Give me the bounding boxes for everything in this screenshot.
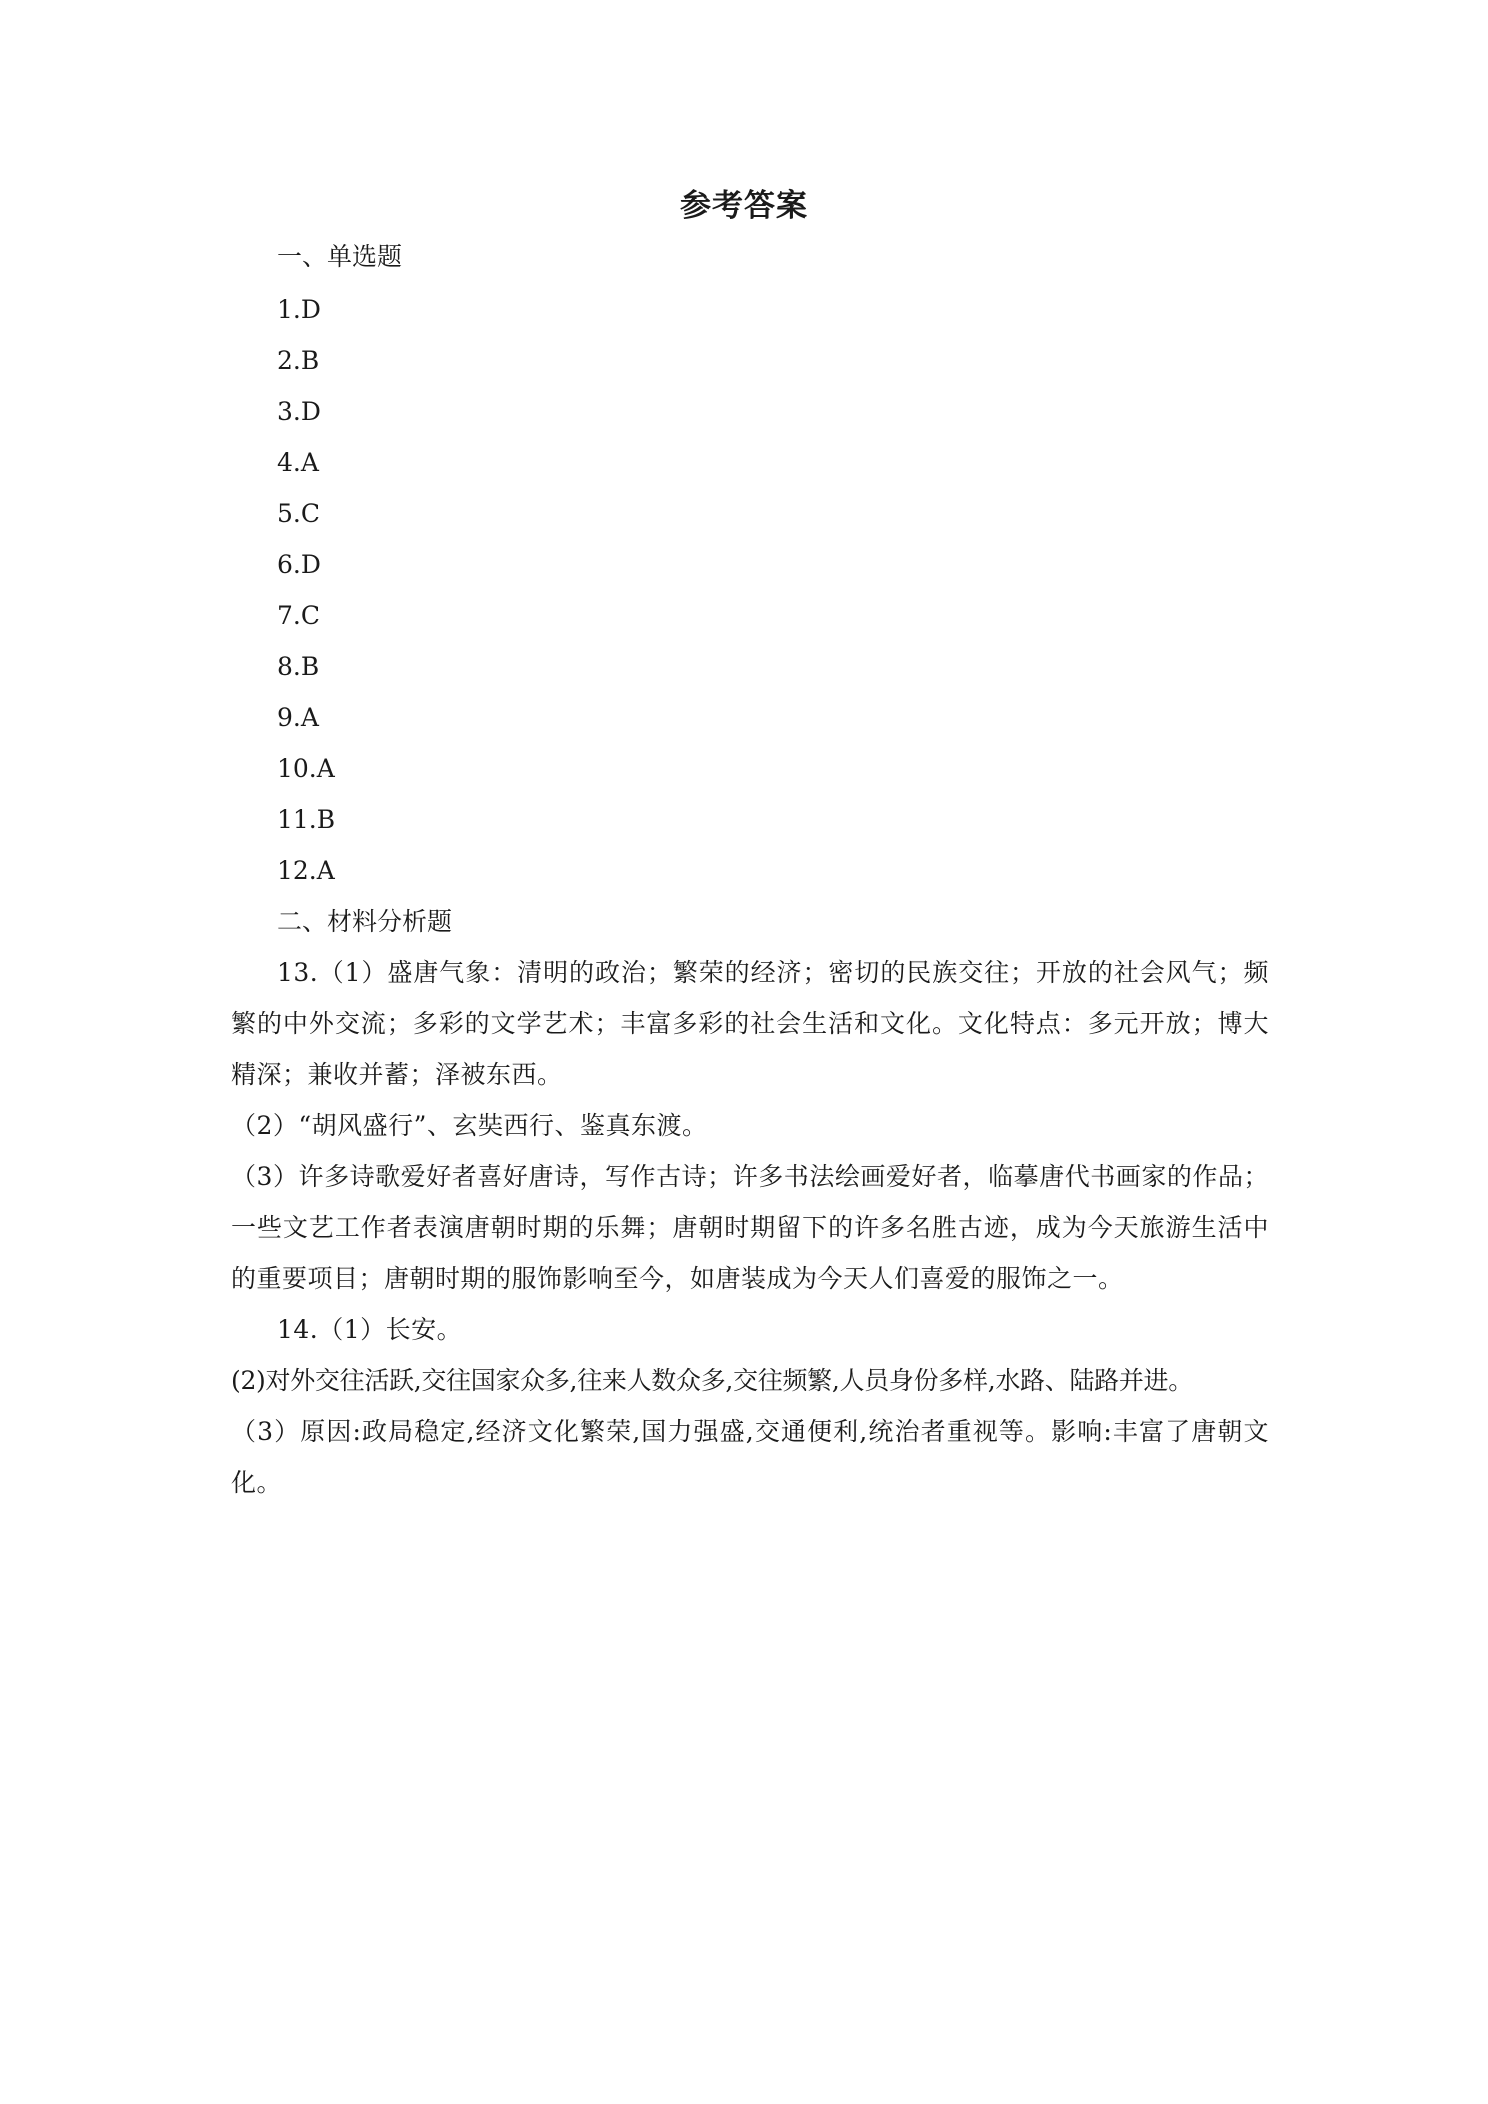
q13-part3: （3）许多诗歌爱好者喜好唐诗，写作古诗；许多书法绘画爱好者，临摹唐代书画家的作品；一些文艺工作者表演唐朝时期的乐舞；唐朝时期留下的许多名胜古迹，成为今天旅游生活中的重要项目；唐朝时期的服饰影响至今，如唐装成为今天人们喜爱的服饰之一。 [231, 1162, 1269, 1293]
answer-item: 3.D [277, 397, 321, 426]
q13-part2: （2）“胡风盛行”、玄奘西行、鉴真东渡。 [231, 1111, 708, 1140]
page-title: 参考答案 [680, 188, 808, 224]
q14-part1: 14.（1）长安。 [277, 1315, 463, 1344]
section-heading-material-analysis: 二、材料分析题 [277, 907, 453, 936]
answer-item: 8.B [277, 652, 320, 681]
answer-item: 7.C [277, 601, 320, 630]
answer-item: 9.A [277, 703, 319, 732]
answer-item: 10.A [277, 754, 335, 783]
answer-item: 12.A [277, 856, 335, 885]
section-heading-single-choice: 一、单选题 [277, 242, 403, 271]
answer-item: 6.D [277, 550, 321, 579]
answer-item: 5.C [277, 499, 320, 528]
q14-part2: (2)对外交往活跃,交往国家众多,往来人数众多,交往频繁,人员身份多样,水路、陆路并进。 [231, 1366, 1193, 1395]
q13-part1: 13.（1）盛唐气象：清明的政治；繁荣的经济；密切的民族交往；开放的社会风气；频繁的中外交流；多彩的文学艺术；丰富多彩的社会生活和文化。文化特点：多元开放；博大精深；兼收并蓄；泽被东西。 [231, 958, 1269, 1089]
answer-item: 2.B [277, 346, 320, 375]
answer-item: 4.A [277, 448, 319, 477]
q14-part3: （3）原因:政局稳定,经济文化繁荣,国力强盛,交通便利,统治者重视等。影响:丰富了唐朝文化。 [231, 1417, 1269, 1497]
answer-item: 1.D [277, 295, 321, 324]
answer-item: 11.B [277, 805, 336, 834]
